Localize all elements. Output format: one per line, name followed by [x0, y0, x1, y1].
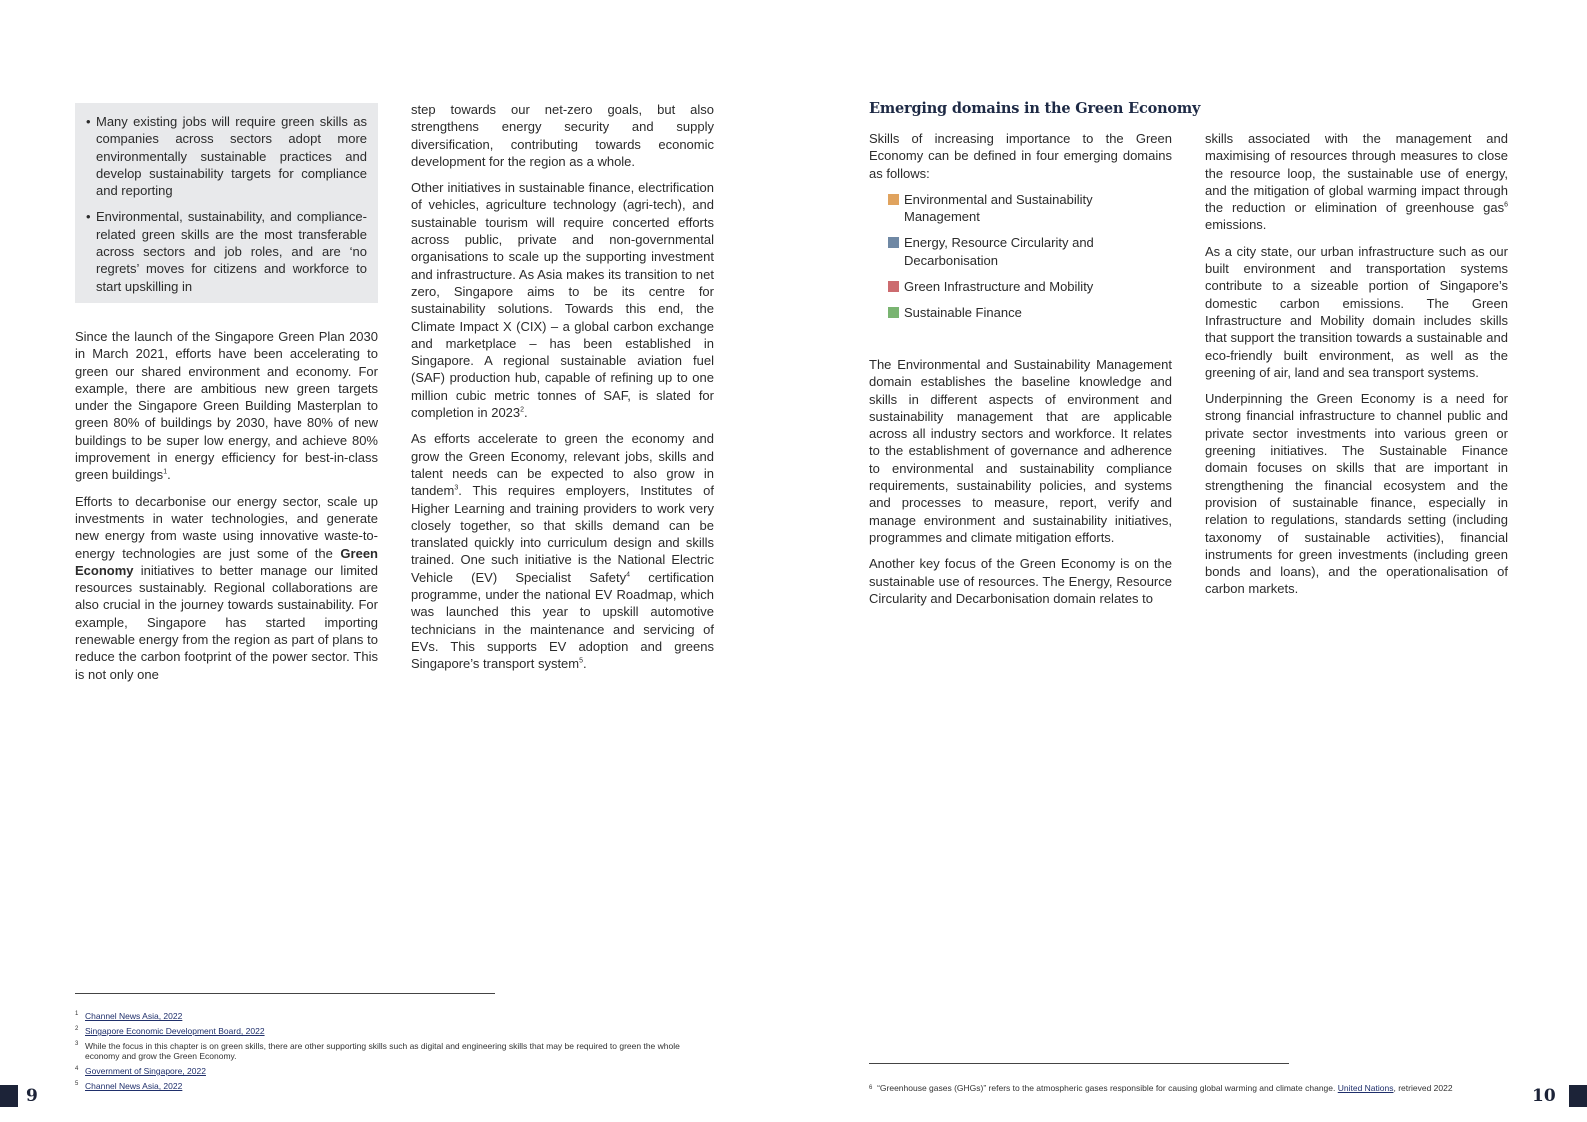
paragraph-text: initiatives to better manage our limited resources sustainably. Regional collaborations are also crucial in the journey towards sustainability. For example, Singapore has started importing renewable energy from the region as part of plans to reduce the carbon footprint of the power sector. This is not only one: [75, 562, 378, 682]
paragraph: [411, 430, 714, 672]
callout-bullet-text: Environmental, sustainability, and compliance-related green skills are the most transferable across sectors and job roles, and are ‘no regrets’ moves for citizens and workforce to start upskilling in: [96, 209, 367, 294]
paragraph: Underpinning the Green Economy is a need for strong financial infrastructure to channel public and private sector investments into various green or greening initiatives. The Sustainable Finance domain focuses on skills that are important in strengthening the financial ecosystem and the provision of sustainable finance, especially in relation to regulations, standards setting (including taxonomy of sustainable activities), financial instruments for green investments (including green bonds and loans), and the operationalisation of carbon markets.: [1205, 391, 1508, 597]
domain-label: Sustainable Finance: [904, 305, 1022, 321]
footnote-item: [75, 1066, 715, 1076]
footnote-item: [75, 1041, 715, 1061]
footnote-link[interactable]: Singapore Economic Development Board, 2022: [85, 1026, 265, 1036]
paragraph: Another key focus of the Green Economy is on the sustainable use of resources. The Energy, Resource Circularity and Decarbonisation domain relates to: [869, 556, 1172, 606]
paragraph-text: Other initiatives in sustainable finance, electrification of vehicles, agriculture technology (agri-tech), and sustainable tourism will require concerted efforts across public, private and non-governmental organisations to scale up the supporting investment and infrastructure. As Asia makes its transition to net zero, Singapore aims to be its centre for sustainability solutions. Towards this end, the Climate Impact X (CIX) – a global carbon exchange and marketplace – has been established in Singapore. A regional sustainable aviation fuel (SAF) production hub, capable of refining up to one million cubic metric tonnes of SAF, is slated for completion in 2023: [411, 180, 714, 421]
bullet-dot: •: [86, 114, 91, 129]
paragraph: Skills of increasing importance to the Green Economy can be defined in four emerging domains as follows:: [869, 131, 1172, 181]
footnote-text: , retrieved 2022: [1393, 1083, 1453, 1093]
paragraph-text: certification programme, under the national EV Roadmap, which was launched this year to upskill automotive technicians in the maintenance and servicing of EVs. This supports EV adoption and greens Singapore’s transport system: [411, 569, 714, 672]
footnote-item: [75, 1011, 715, 1021]
paragraph: As a city state, our urban infrastructure such as our built environment and transportation systems contribute to a sizeable portion of Singapore’s domestic carbon emissions. The Green Infrastructure and Mobility domain includes skills that support the transition towards a sustainable and eco-friendly built environment, as well as the greening of air, land and sea transport systems.: [1205, 243, 1508, 380]
callout-bullet: [86, 208, 367, 294]
paragraph-text: Efforts to decarbonise our energy sector, scale up investments in water technologies, and generate new energy from waste using innovative waste-to-energy technologies are just some of the: [75, 493, 378, 561]
paragraph: The Environmental and Sustainability Management domain establishes the baseline knowledge and skills in different aspects of environment and sustainability management that are applicable across all industry sectors and workforce. It relates to the establishment of governance and adherence to environmental and sustainability compliance requirements, sustainability policies, and systems and processes to measure, report, verify and manage environment and sustainability initiatives, programmes and climate mitigation efforts.: [869, 357, 1172, 545]
footnote-item: [75, 1081, 715, 1091]
domain-swatch: [888, 194, 899, 205]
callout-list: [86, 113, 367, 295]
paragraph: step towards our net-zero goals, but also strengthens energy security and supply diversification, contributing towards economic development for the region as a whole.: [411, 102, 714, 169]
footnote-right: [869, 1083, 1509, 1095]
page-marker-left: [0, 1085, 18, 1107]
domain-item-environmental: [869, 191, 1172, 226]
paragraph-text: .: [524, 405, 528, 421]
domain-item-finance: [869, 304, 1172, 321]
domain-swatch: [888, 307, 899, 318]
paragraph: [75, 493, 378, 683]
domain-label: Green Infrastructure and Mobility: [904, 279, 1094, 295]
bullet-dot: •: [86, 209, 91, 225]
paragraph-text: .: [583, 656, 587, 672]
footnote-ref[interactable]: 1: [163, 469, 168, 477]
footnote-ref[interactable]: 2: [520, 406, 525, 414]
footnote-divider: [869, 1063, 1289, 1064]
domain-swatch: [888, 237, 899, 248]
column-3-body: [869, 356, 1172, 616]
paragraph-text: Since the launch of the Singapore Green Plan 2030 in March 2021, efforts have been accelerating to green our shared environment and economy. For example, there are ambitious new green targets under the Singapore Green Building Masterplan to green 80% of buildings by 2030, have 80% of new buildings to be super low energy, and achieve 80% improvement in energy efficiency for best-in-class green buildings: [75, 329, 378, 483]
footnote-divider: [75, 993, 495, 994]
domain-item-energy: [869, 234, 1172, 269]
page-marker-right: [1569, 1085, 1587, 1107]
callout-bullet-text: Many existing jobs will require green skills as companies across sectors adopt more environmentally sustainable practices and develop sustainability targets for compliance and reporting: [96, 114, 367, 199]
footnote-number: 3: [75, 1041, 79, 1047]
paragraph-text: skills associated with the management and maximising of resources through measures to close the resource loop, the sustainable use of energy, and the mitigation of global warming impact through the reduction or elimination of greenhouse gas: [1205, 131, 1508, 216]
footnote-ref[interactable]: 5: [579, 657, 584, 665]
domain-list: [869, 191, 1172, 322]
page-number-left: 9: [26, 1086, 38, 1106]
page-number-right: 10: [1532, 1086, 1556, 1106]
paragraph-text: As efforts accelerate to green the economy and grow the Green Economy, relevant jobs, skills and talent needs can be expected to also grow in tandem: [411, 431, 714, 499]
footnote-item: [75, 1026, 715, 1036]
footnotes-left: [75, 1011, 715, 1096]
domain-label: Energy, Resource Circularity and Decarbonisation: [904, 235, 1094, 268]
footnote-number: 2: [75, 1026, 79, 1032]
footnote-ref[interactable]: 4: [626, 571, 631, 579]
paragraph: [1205, 130, 1508, 234]
footnote-text: While the focus in this chapter is on green skills, there are other supporting skills such as digital and engineering skills that may be required to green the whole economy and grow the Green Economy.: [85, 1041, 680, 1061]
key-points-callout: [75, 103, 378, 303]
paragraph: [75, 328, 378, 484]
footnote-number: 1: [75, 1011, 79, 1017]
footnote-number: 4: [75, 1066, 79, 1072]
paragraph-text: . This requires employers, Institutes of Higher Learning and training providers to work very closely together, so that skills demand can be translated quickly into curriculum design and skills trained. One such initiative is the National Electric Vehicle (EV) Specialist Safety: [411, 483, 714, 585]
domain-swatch: [888, 281, 899, 292]
footnote-number: 6: [869, 1085, 873, 1091]
callout-bullet: [86, 113, 367, 199]
domain-label: Environmental and Sustainability Management: [904, 191, 1093, 225]
footnote-number: 5: [75, 1081, 79, 1087]
column-2: [411, 101, 714, 682]
footnote-ref[interactable]: 3: [454, 484, 459, 492]
section-heading: Emerging domains in the Green Economy: [869, 100, 1201, 117]
footnote-ref[interactable]: 6: [1504, 201, 1508, 209]
column-1: [75, 328, 378, 692]
footnote-link[interactable]: Government of Singapore, 2022: [85, 1066, 206, 1076]
footnote-link[interactable]: United Nations: [1337, 1083, 1394, 1093]
footnote-link[interactable]: Channel News Asia, 2022: [85, 1011, 183, 1021]
domain-item-infrastructure: [869, 278, 1172, 295]
bold-term: Green Economy: [75, 545, 378, 578]
column-3: [869, 130, 1172, 331]
paragraph: [411, 179, 714, 421]
paragraph-text: emissions.: [1205, 217, 1267, 233]
column-4: [1205, 130, 1508, 607]
footnote-text: “Greenhouse gases (GHGs)” refers to the atmospheric gases responsible for causing global warming and climate change.: [877, 1083, 1338, 1093]
footnote-link[interactable]: Channel News Asia, 2022: [85, 1081, 183, 1091]
paragraph-text: .: [167, 467, 171, 483]
